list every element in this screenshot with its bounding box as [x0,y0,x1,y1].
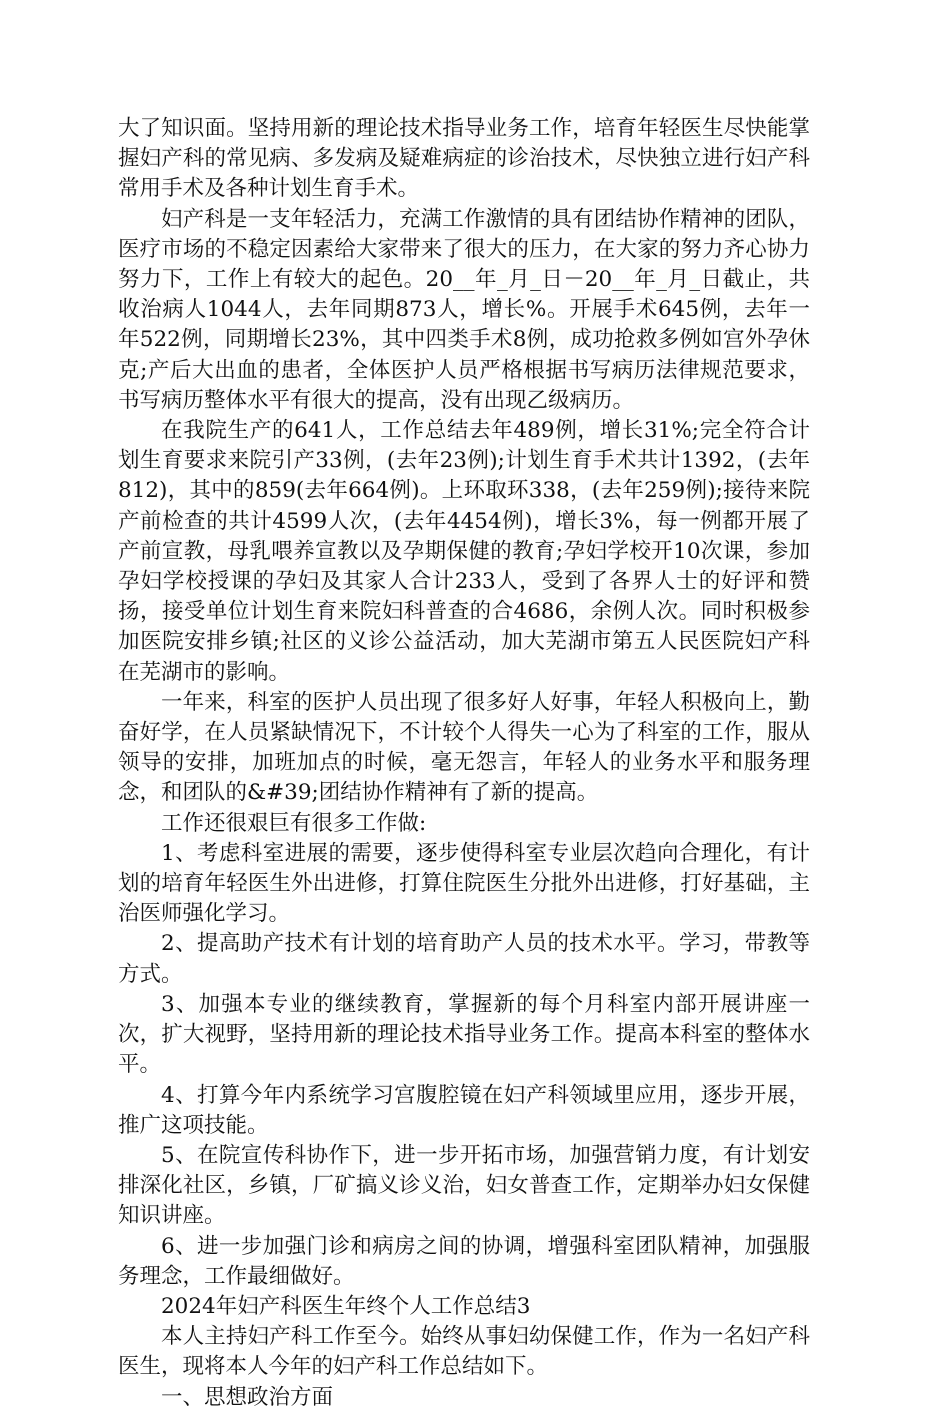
paragraph-continuation: 大了知识面。坚持用新的理论技术指导业务工作，培育年轻医生尽快能掌握妇产科的常见病、多发病及疑难病症的诊治技术，尽快独立进行妇产科常用手术及各种计划生育手术。 [118,116,810,202]
subsection-heading: 一、思想政治方面 [161,1384,334,1410]
paragraph-department-overview: 妇产科是一支年轻活力，充满工作激情的具有团结协作精神的团队，医疗市场的不稳定因素给大家带来了很大的压力，在大家的努力齐心协力努力下，工作上有较大的起色。20__年_月_日－20__年_月_日截止，共收治病人1044人，去年同期873人，增长%。开展手术645例，去年一年522例，同期增长23%，其中四类手术8例，成功抢救多例如宫外孕休克;产后大出血的患者，全体医护人员严格根据书写病历法律规范要求，书写病历整体水平有很大的提高，没有出现乙级病历。 [118,206,810,413]
list-item-1: 1、考虑科室进展的需要，逐步使得科室专业层次趋向合理化，有计划的培育年轻医生外出进修，打算住院医生分批外出进修，打好基础，主治医师强化学习。 [118,840,810,927]
document-body [118,114,810,1413]
list-item-3: 3、加强本专业的继续教育，掌握新的每个月科室内部开展讲座一次，扩大视野，坚持用新的理论技术指导业务工作。提高本科室的整体水平。 [118,991,810,1078]
list-item-2: 2、提高助产技术有计划的培育助产人员的技术水平。学习，带教等方式。 [118,931,810,987]
list-item-5: 5、在院宣传科协作下，进一步开拓市场，加强营销力度，有计划安排深化社区，乡镇，厂矿搞义诊义治，妇女普查工作，定期举办妇女保健知识讲座。 [118,1142,810,1229]
paragraph-delivery-statistics: 在我院生产的641人，工作总结去年489例，增长31%;完全符合计划生育要求来院引产33例，(去年23例);计划生育手术共计1392，(去年812)，其中的859(去年664例)。上环取环338，(去年259例);接待来院产前检查的共计4599人次，(去年4454例)，增长3%，每一例都开展了产前宣教，母乳喂养宣教以及孕期保健的教育;孕妇学校开10次课，参加孕妇学校授课的孕妇及其家人合计233人，受到了各界人士的好评和赞扬，接受单位计划生育来院妇科普查的合4686，余例人次。同时积极参加医院安排乡镇;社区的义诊公益活动，加大芜湖市第五人民医院妇产科在芜湖市的影响。 [118,418,810,685]
paragraph-staff-conduct: 一年来，科室的医护人员出现了很多好人好事，年轻人积极向上，勤奋好学，在人员紧缺情况下，不计较个人得失一心为了科室的工作，服从领导的安排，加班加点的时候，毫无怨言，年轻人的业务水平和服务理念，和团队的&#39;团结协作精神有了新的提高。 [118,689,810,806]
paragraph-introduction: 本人主持妇产科工作至今。始终从事妇幼保健工作，作为一名妇产科医生，现将本人今年的妇产科工作总结如下。 [118,1324,810,1380]
list-item-4: 4、打算今年内系统学习宫腹腔镜在妇产科领域里应用，逐步开展，推广这项技能。 [118,1082,810,1138]
list-item-6: 6、进一步加强门诊和病房之间的协调，增强科室团队精神，加强服务理念，工作最细做好。 [118,1233,810,1289]
section-title: 2024年妇产科医生年终个人工作总结3 [161,1293,531,1319]
paragraph-future-work-intro: 工作还很艰巨有很多工作做: [161,810,427,836]
